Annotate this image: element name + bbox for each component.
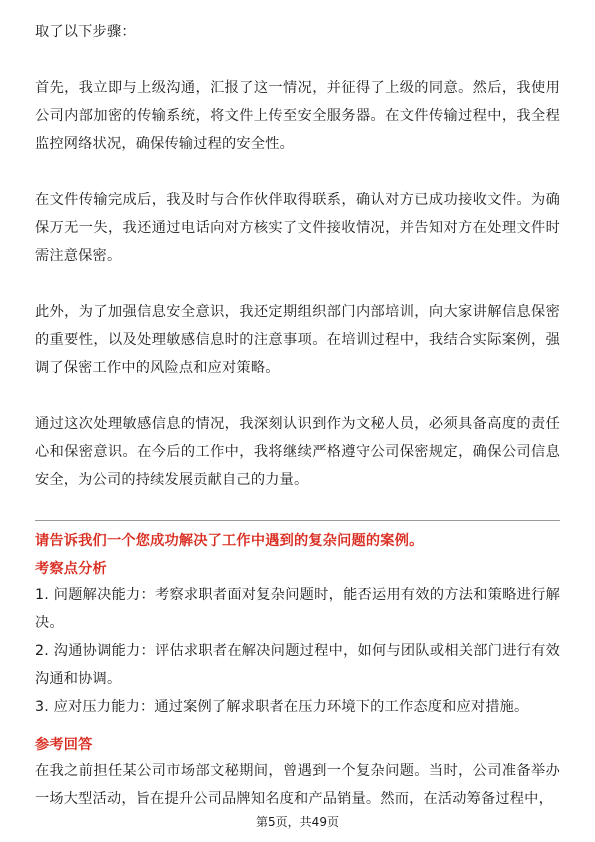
previous-answer-continuation: [35, 18, 560, 494]
interview-question: 请告诉我们一个您成功解决了工作中遇到的复杂问题的案例。: [35, 533, 424, 549]
paragraph-4: 通过这次处理敏感信息的情况，我深刻认识到作为文秘人员，必须具备高度的责任心和保密意识。在今后的工作中，我将继续严格遵守公司保密规定，确保公司信息安全，为公司的持续发展贡献自己的力量。: [35, 416, 560, 488]
analysis-item-3: 3. 应对压力能力：通过案例了解求职者在压力环境下的工作态度和应对措施。: [35, 699, 529, 715]
paragraph-1: 首先，我立即与上级沟通，汇报了这一情况，并征得了上级的同意。然后，我使用公司内部加密的传输系统，将文件上传至安全服务器。在文件传输过程中，我全程监控网络状况，确保传输过程的安全性。: [35, 80, 560, 152]
paragraph-gap: [35, 382, 560, 410]
analysis-item-2: 2. 沟通协调能力：评估求职者在解决问题过程中，如何与团队或相关部门进行有效沟通和协调。: [35, 643, 560, 687]
paragraph-gap: [35, 270, 560, 298]
paragraph-gap: [35, 46, 560, 74]
answer-text: 在我之前担任某公司市场部文秘期间，曾遇到一个复杂问题。当时，公司准备举办一场大型活动，旨在提升公司品牌知名度和产品销量。然而，在活动筹备过程中，: [35, 763, 560, 807]
analysis-item-1: 1. 问题解决能力：考察求职者面对复杂问题时，能否运用有效的方法和策略进行解决。: [35, 587, 560, 631]
page-number: 第5页，共49页: [256, 815, 339, 829]
analysis-heading: 考察点分析: [35, 561, 107, 577]
paragraph-gap: [35, 158, 560, 186]
reference-answer-section: [35, 733, 560, 813]
analysis-section: [35, 557, 560, 721]
paragraph-2: 在文件传输完成后，我及时与合作伙伴取得联系，确认对方已成功接收文件。为确保万无一失，我还通过电话向对方核实了文件接收情况，并告知对方在处理文件时需注意保密。: [35, 192, 560, 264]
answer-heading: 参考回答: [35, 737, 93, 753]
intro-line: 取了以下步骤：: [35, 24, 136, 40]
section-divider: [35, 520, 560, 521]
paragraph-3: 此外，为了加强信息安全意识，我还定期组织部门内部培训，向大家讲解信息保密的重要性，以及处理敏感信息时的注意事项。在培训过程中，我结合实际案例，强调了保密工作中的风险点和应对策略。: [35, 304, 560, 376]
